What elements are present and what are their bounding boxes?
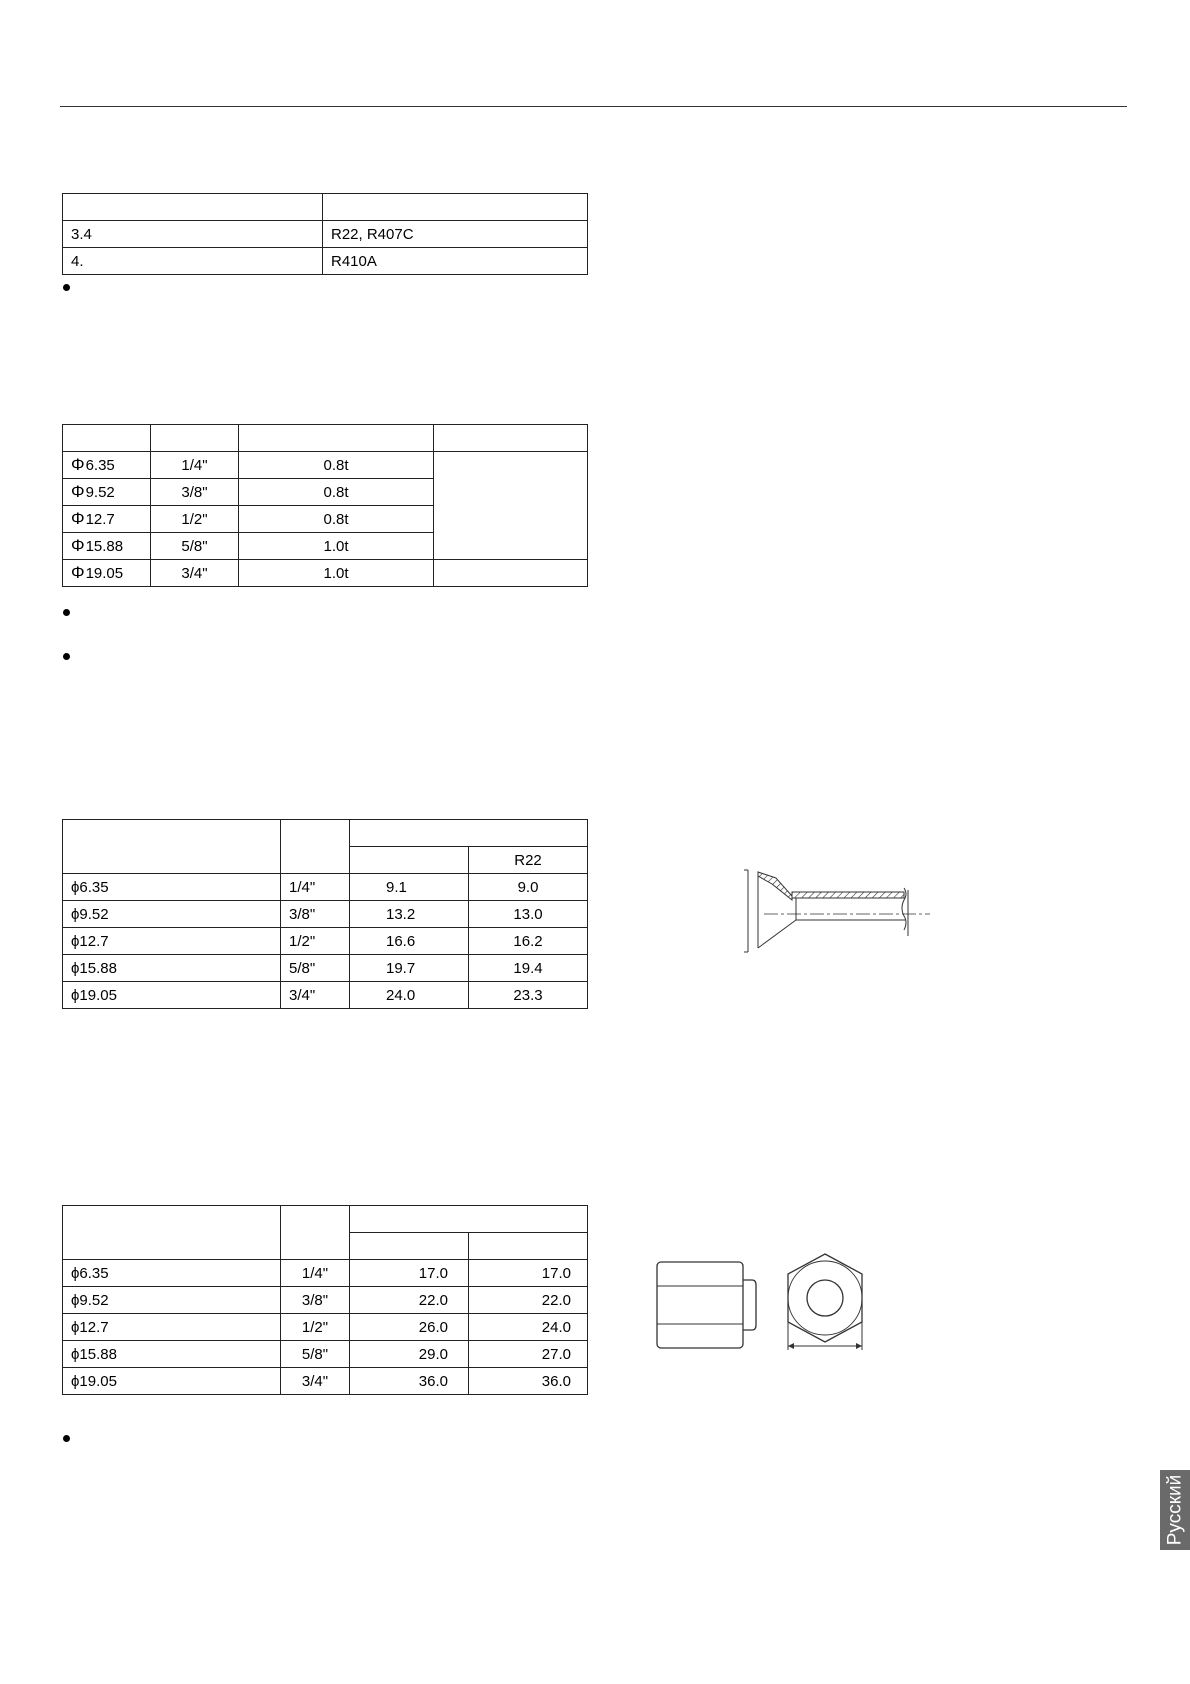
table-cell: 24.0 [469,1314,588,1341]
pipe-diameter: 19.05 [79,986,117,1004]
table-header-cell [281,820,350,874]
table-cell: 13.2 [350,901,469,928]
table-header-cell [281,1206,350,1260]
table-cell: 1/4" [281,874,350,901]
table-cell: 0.8t [239,452,434,479]
table-cell: 3/8" [281,1287,350,1314]
diameter-icon: ϕ [71,1345,80,1363]
table-header-cell [434,425,588,452]
table-cell [63,506,151,533]
table-header-cell [350,820,588,847]
table-cell: 26.0 [350,1314,469,1341]
table-cell [63,1368,281,1395]
flare-nut-front-view [782,1248,868,1358]
pipe-diameter: 12.7 [79,932,109,950]
table-cell [434,560,588,587]
table-cell [63,928,281,955]
pipe-diameter: 12.7 [79,1318,109,1336]
diameter-icon: ϕ [71,986,80,1004]
flare-dimension-table [62,819,588,1009]
table-cell [63,533,151,560]
table-cell: 3/4" [151,560,239,587]
table-header-row [63,1206,588,1233]
table-cell: 3/4" [281,982,350,1009]
table-cell: 4. [63,248,323,275]
table-header-row [63,820,588,847]
diameter-icon: ϕ [71,1372,80,1390]
pipe-diameter: 6.35 [85,457,115,474]
table-cell: 9.1 [350,874,469,901]
table-cell [63,452,151,479]
table-cell: 1/4" [151,452,239,479]
table-cell: 3/8" [151,479,239,506]
pipe-diameter: 12.7 [85,511,115,528]
table-cell: 0.8t [239,506,434,533]
table-cell: R410A [323,248,588,275]
table-header-cell [350,1233,469,1260]
table-header-cell [63,194,323,221]
pipe-diameter: 9.52 [79,1291,109,1309]
language-tab [1160,1470,1190,1550]
flare-nut-side-view [652,1258,762,1352]
table-row [63,928,588,955]
table-cell: 16.2 [469,928,588,955]
table-cell: 1.0t [239,533,434,560]
flare-nut-table [62,1205,588,1395]
table-row [63,560,588,587]
table-cell: 3/8" [281,901,350,928]
table-header-cell [323,194,588,221]
table-cell: 1/2" [151,506,239,533]
table-cell: 1.0t [239,560,434,587]
pipe-diameter: 19.05 [79,1372,117,1390]
table-cell: 23.3 [469,982,588,1009]
table-cell: 19.7 [350,955,469,982]
diameter-icon: Φ [71,482,85,501]
diameter-icon: ϕ [71,959,80,977]
diameter-icon: Φ [71,536,85,555]
table-cell [63,1260,281,1287]
diameter-icon: ϕ [71,1264,80,1282]
pipe-diameter: 15.88 [79,959,117,977]
diameter-icon: ϕ [71,1318,80,1336]
table-cell [63,560,151,587]
table-header-cell: R22 [469,847,588,874]
table-cell [63,874,281,901]
table-row [63,982,588,1009]
table-row [63,221,588,248]
table-cell: 1/2" [281,928,350,955]
table-header-cell [151,425,239,452]
diameter-icon: Φ [71,509,85,528]
table-header-cell [350,847,469,874]
table-cell: 19.4 [469,955,588,982]
table-cell: 24.0 [350,982,469,1009]
diameter-icon: Φ [71,563,85,582]
bullet-point [63,609,70,616]
table-cell [63,982,281,1009]
pipe-diameter: 15.88 [85,538,124,555]
diameter-icon: ϕ [71,1291,80,1309]
bullet-point [63,284,70,291]
diameter-icon: ϕ [71,905,80,923]
table-row [63,1287,588,1314]
table-cell [63,1341,281,1368]
table-cell: 0.8t [239,479,434,506]
diameter-icon: ϕ [71,878,80,896]
table-cell [63,955,281,982]
pipe-diameter: 19.05 [85,565,124,582]
table-cell: 1/2" [281,1314,350,1341]
table-cell: 13.0 [469,901,588,928]
table-header-cell [63,1206,281,1260]
table-row [63,901,588,928]
table-cell: 5/8" [281,1341,350,1368]
table-cell: R22, R407C [323,221,588,248]
table-cell: 36.0 [469,1368,588,1395]
table-row [63,248,588,275]
table-cell: 17.0 [469,1260,588,1287]
header-rule [60,106,1127,107]
diameter-icon: Φ [71,455,85,474]
table-cell: 3/4" [281,1368,350,1395]
table-row [63,874,588,901]
refrigerant-table [62,193,588,275]
table-cell: 16.6 [350,928,469,955]
pipe-diameter: 6.35 [79,878,109,896]
table-header-cell [239,425,434,452]
table-cell: 29.0 [350,1341,469,1368]
table-row [63,1314,588,1341]
table-cell: 3.4 [63,221,323,248]
table-header-cell [63,425,151,452]
flare-diagram [740,860,940,960]
table-header-cell [469,1233,588,1260]
pipe-diameter: 9.52 [79,905,109,923]
language-tab-label: Русский [1164,1474,1186,1546]
table-header-cell [63,820,281,874]
bullet-point [63,1435,70,1442]
table-row [63,1260,588,1287]
table-row [63,1368,588,1395]
pipe-diameter: 6.35 [79,1264,109,1282]
table-header-cell [350,1206,588,1233]
pipe-diameter: 9.52 [85,484,115,501]
table-cell: 5/8" [151,533,239,560]
table-cell: 9.0 [469,874,588,901]
table-header-row [63,425,588,452]
table-cell [434,452,588,560]
diameter-icon: ϕ [71,932,80,950]
bullet-point [63,653,70,660]
table-cell [63,901,281,928]
table-header-row [63,194,588,221]
table-cell: 22.0 [350,1287,469,1314]
table-cell: 36.0 [350,1368,469,1395]
table-cell [63,1314,281,1341]
table-cell: 1/4" [281,1260,350,1287]
pipe-diameter: 15.88 [79,1345,117,1363]
table-cell [63,1287,281,1314]
table-cell: 27.0 [469,1341,588,1368]
pipe-thickness-table [62,424,588,587]
table-cell [63,479,151,506]
table-cell: 5/8" [281,955,350,982]
table-row [63,1341,588,1368]
table-row [63,452,588,479]
table-row [63,955,588,982]
table-cell: 22.0 [469,1287,588,1314]
table-cell: 17.0 [350,1260,469,1287]
